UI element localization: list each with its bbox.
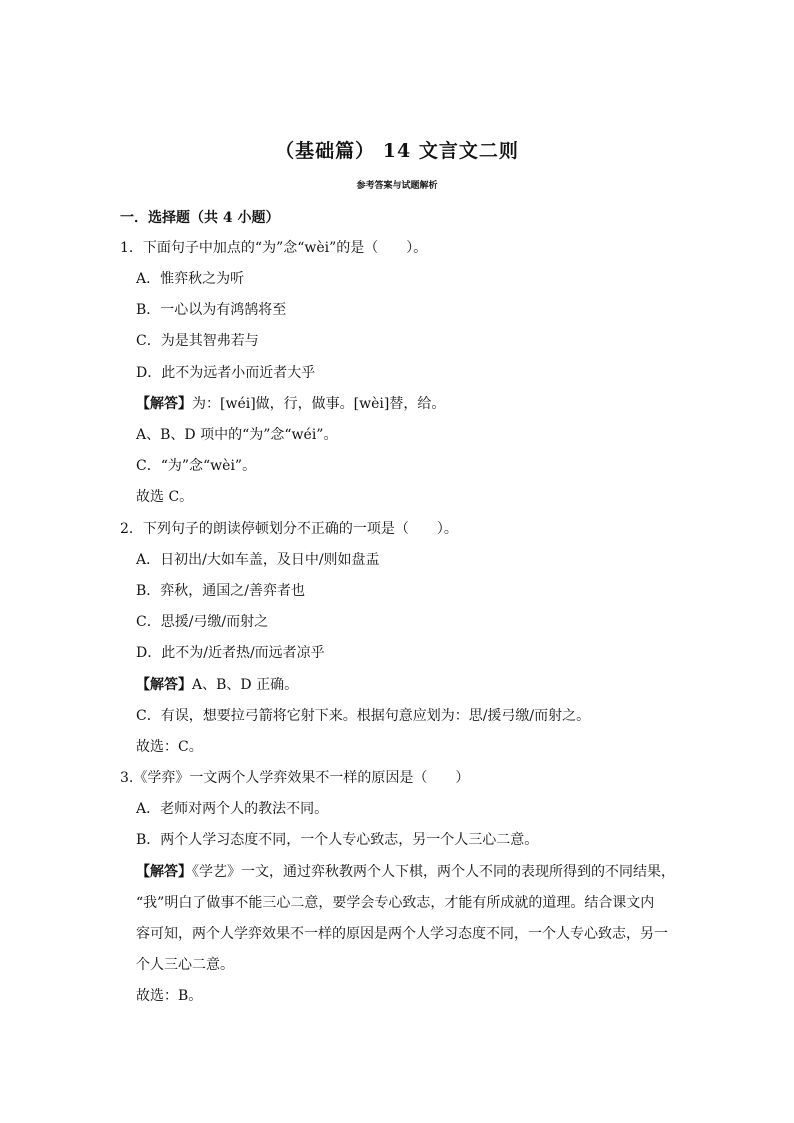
answer-line: “我”明白了做事不能三心二意，要学会专心致志，才能有所成就的道理。结合课文内 [136,895,655,911]
question-1-option-b: B．一心以为有鸿鹄将至 [136,302,287,318]
answer-line: 个人三心二意。 [136,957,234,973]
question-2-option-a: A．日初出/大如车盖，及日中/则如盘盂 [136,552,380,568]
question-1-option-d: D．此不为远者小而近者大乎 [136,365,316,381]
answer-conclusion: 故选 C。 [136,489,194,505]
answer-tag: 【解答】 [136,396,192,412]
question-3-answer [136,863,675,881]
answer-text: 《学艺》一文，通过弈秋教两个人下棋，两个人不同的表现所得到的不同结果， [192,864,675,880]
question-2-stem: 2．下列句子的朗读停顿划分不正确的一项是（ ）。 [120,521,458,537]
answer-text: 为：[wéi]做，行，做事。[wèi]替，给。 [192,396,446,412]
question-2-option-d: D．此不为/近者热/而远者凉乎 [136,645,325,661]
question-3-option-b: B．两个人学习态度不同，一个人专心致志，另一个人三心二意。 [136,832,539,848]
option-text: A．惟弈秋之为听 [136,271,245,287]
answer-text: A、B、D 正确。 [192,677,299,693]
question-3-stem: 3.《学弈》一文两个人学弈效果不一样的原因是（ ） [120,770,470,786]
question-1-option-a [136,270,244,288]
question-1-answer [136,395,445,413]
question-2-option-b: B．弈秋，通国之/善弈者也 [136,583,306,599]
page-title: （基础篇） 14 文言文二则 [275,140,519,162]
question-2-option-c: C．思援/弓缴/而射之 [136,614,269,630]
question-1-option-c: C．为是其智弗若与 [136,333,259,349]
answer-line: C．有误，想要拉弓箭将它射下来。根据句意应划为：思/援弓缴/而射之。 [136,708,591,724]
answer-conclusion: 故选：C。 [136,739,203,755]
section-header: 一．选择题（共 4 小题） [120,210,280,226]
question-1-stem: 1．下面句子中加点的“为”念“wèi”的是（ ）。 [120,240,428,256]
page-subtitle: 参考答案与试题解析 [356,181,438,191]
answer-tag: 【解答】 [136,677,192,693]
answer-line: 容可知，两个人学弈效果不一样的原因是两个人学习态度不同，一个人专心致志，另一 [136,926,668,942]
answer-line: C．“为”念“wèi”。 [136,458,257,474]
question-2-answer [136,676,298,694]
question-3-option-a: A．老师对两个人的教法不同。 [136,801,329,817]
answer-line: A、B、D 项中的“为”念“wéi”。 [136,427,338,443]
answer-conclusion: 故选：B。 [136,988,203,1004]
answer-tag: 【解答】 [136,864,192,880]
